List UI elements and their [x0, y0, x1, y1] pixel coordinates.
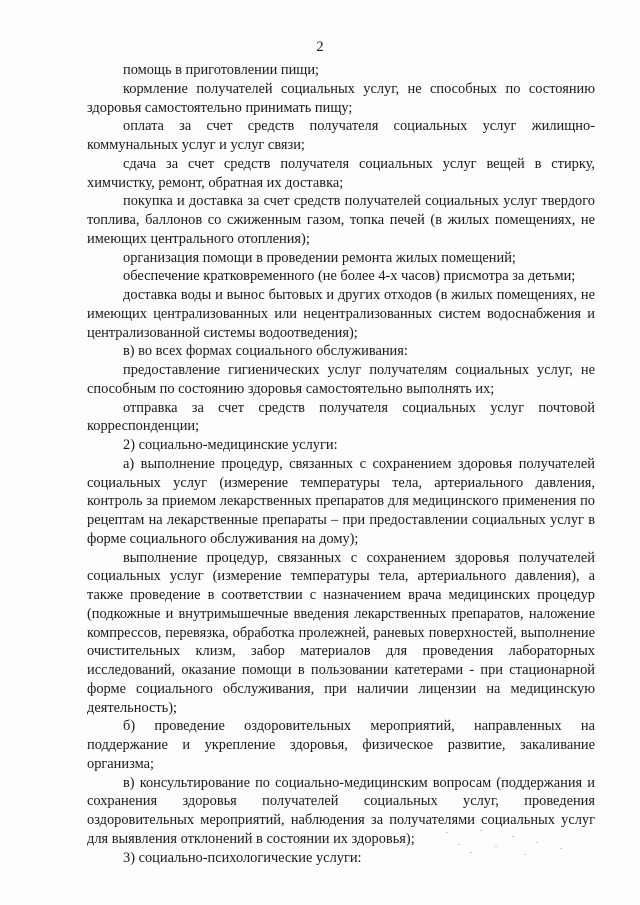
paragraph: оплата за счет средств получателя социальных услуг жилищно-коммунальных услуг и услуг связи; [87, 118, 595, 153]
paragraph: покупка и доставка за счет средств получателей социальных услуг твердого топлива, баллонов со сжиженным газом, топка печей (в жилых помещениях, не имеющих центрального отопления); [87, 193, 595, 247]
paragraph: обеспечение кратковременного (не более 4-х часов) присмотра за детьми; [123, 268, 576, 285]
paragraph: а) выполнение процедур, связанных с сохранением здоровья получателей социальных услуг (измерение температуры тела, артериального давления, контроль за приемом лекарственных препаратов для медицинского применения по рецептам на лекарственные препараты – при предоставлении социальных услуг в форме социального обслуживания на дому); [87, 455, 595, 547]
paragraph: выполнение процедур, связанных с сохранением здоровья получателей социальных услуг (измерение температуры тела, артериального давления), а также проведение в соответствии с назначением врача медицинских процедур (подкожные и внутримышечные введения лекарственных препаратов, наложение компрессов, перевязка, обработка пролежней, раневых поверхностей, выполнение очистительных клизм, забор материалов для проведения лабораторных исследований, оказание помощи в пользовании катетерами - при стационарной форме социального обслуживания, при наличии лицензии на медицинскую деятельность); [87, 549, 595, 716]
section-heading: 3) социально-психологические услуги: [123, 849, 362, 866]
paragraph: отправка за счет средств получателя социальных услуг почтовой корреспонденции; [87, 399, 595, 435]
list-heading: в) во всех формах социального обслуживания: [123, 343, 408, 360]
paragraph: доставка воды и вынос бытовых и других отходов (в жилых помещениях, не имеющих централизованных или нецентрализованных систем водоснабжения и централизованной системы водоотведения); [87, 287, 595, 341]
paragraph: организация помощи в проведении ремонта жилых помещений; [123, 249, 516, 266]
paragraph: предоставление гигиенических услуг получателям социальных услуг, не способным по состоянию здоровья самостоятельно выполнять их; [87, 362, 595, 397]
scan-artifact [440, 828, 590, 858]
section-heading: 2) социально-медицинские услуги: [123, 437, 338, 453]
paragraph: сдача за счет средств получателя социальных услуг вещей в стирку, химчистку, ремонт, обратная их доставка; [87, 155, 595, 191]
page-number: 2 [316, 39, 324, 55]
paragraph: б) проведение оздоровительных мероприятий, направленных на поддержание и укрепление здоровья, физическое развитие, закаливание организма; [87, 718, 595, 772]
paragraph: кормление получателей социальных услуг, не способных по состоянию здоровья самостоятельно принимать пищу; [87, 80, 595, 116]
paragraph: в) консультирование по социально-медицинским вопросам (поддержания и сохранения здоровья получателей социальных услуг, проведения оздоровительных мероприятий, наблюдения за получателями социальных услуг для выявления отклонений в состоянии их здоровья); [87, 774, 595, 847]
paragraph: помощь в приготовлении пищи; [123, 62, 320, 78]
document-body [87, 61, 595, 867]
